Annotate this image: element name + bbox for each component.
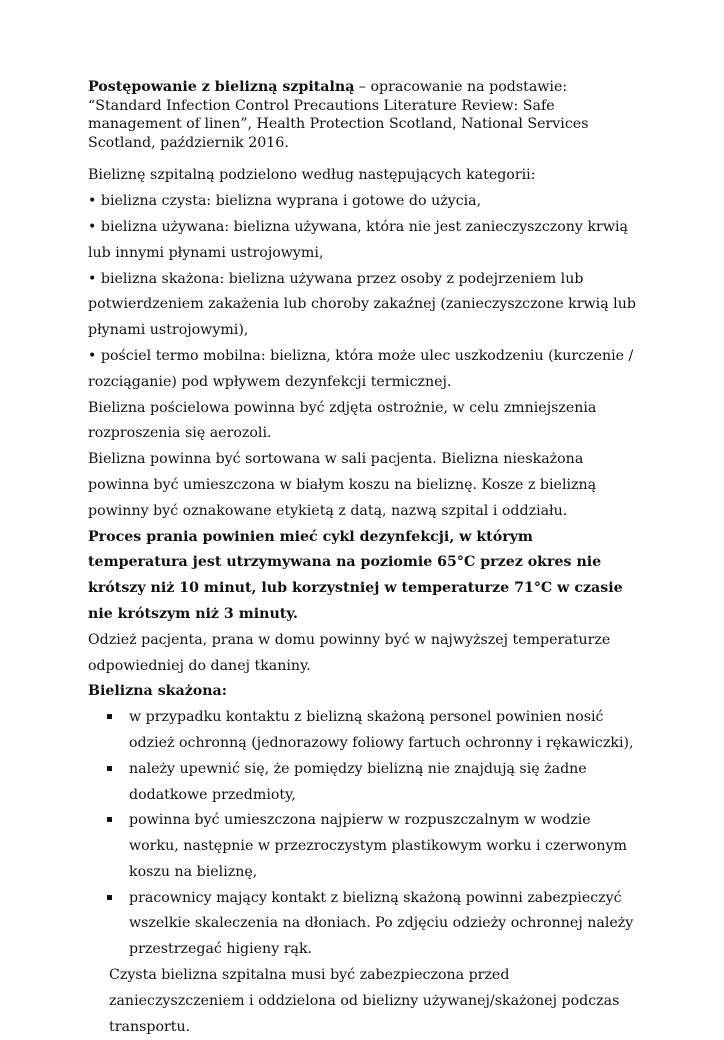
list-item: [88, 705, 636, 757]
contaminated-list: [88, 705, 636, 963]
category-item: • pościel termo mobilna: bielizna, która może ulec uszkodzeniu (kurczenie / rozciąganie) pod wpływem dezynfekcji termicznej.: [88, 347, 634, 390]
contaminated-heading: Bielizna skażona:: [88, 683, 227, 700]
list-item-text: należy upewnić się, że pomiędzy bielizną nie znajdują się żadne dodatkowe przedmioty,: [129, 760, 587, 803]
bullet-square-icon: [107, 714, 112, 719]
list-item: [88, 808, 636, 885]
category-item: • bielizna używana: bielizna używana, która nie jest zanieczyszczony krwią lub innymi płynami ustrojowymi,: [88, 218, 628, 261]
bullet-square-icon: [107, 817, 112, 822]
list-item-text: powinna być umieszczona najpierw w rozpuszczalnym w wodzie worku, następnie w przezroczystym plastikowym worku i czerwonym koszu na bieliznę,: [129, 812, 627, 880]
document-title: Postępowanie z bielizną szpitalną: [88, 79, 355, 95]
list-item-text: pracownicy mający kontakt z bielizną skażoną powinni zabezpieczyć wszelkie skaleczenia na dłoniach. Po zdjęciu odzieży ochronnej należy przestrzegać higieny rąk.: [129, 889, 634, 958]
bullet-square-icon: [107, 895, 112, 900]
paragraph-removal: Bielizna pościelowa powinna być zdjęta ostrożnie, w celu zmniejszenia rozproszenia się aerozoli.: [88, 399, 597, 442]
paragraph-sorting: Bielizna powinna być sortowana w sali pacjenta. Bielizna nieskażona powinna być umieszczona w białym koszu na bieliznę. Kosze z bielizną powinny być oznakowane etykietą z datą, nazwą szpital i oddziału.: [88, 451, 597, 519]
paragraph-disinfection: Proces prania powinien mieć cykl dezynfekcji, w którym temperatura jest utrzymywana na poziomie 65°C przez okres nie krótszy niż 10 minut, lub korzystniej w temperaturze 71°C w czasie nie krótszym niż 3 minuty.: [88, 528, 623, 622]
list-item: [88, 757, 636, 809]
bullet-square-icon: [107, 766, 112, 771]
document-source: – opracowanie na podstawie: “Standard Infection Control Precautions Literature Review: Safe management of linen”, Health Protection Scotland, National Services Scotland, październik 2016.: [88, 79, 589, 151]
paragraph-patient-clothing: Odzież pacjenta, prana w domu powinny być w najwyższej temperaturze odpowiedniej do danej tkaniny.: [88, 631, 611, 674]
list-item: [88, 886, 636, 963]
category-item: • bielizna skażona: bielizna używana przez osoby z podejrzeniem lub potwierdzeniem zakażenia lub choroby zakaźnej (zanieczyszczone krwią lub płynami ustrojowymi),: [88, 270, 636, 339]
document-header: [88, 78, 636, 152]
list-item-text: w przypadku kontaktu z bielizną skażoną personel powinien nosić odzież ochronną (jednorazowy foliowy fartuch ochronny i rękawiczki),: [129, 709, 634, 751]
intro-text: Bieliznę szpitalną podzielono według następujących kategorii:: [88, 167, 536, 184]
closing-paragraph: Czysta bielizna szpitalna musi być zabezpieczona przed zanieczyszczeniem i oddzielona od bielizny używanej/skażonej podczas transportu.: [109, 967, 620, 1035]
category-item: • bielizna czysta: bielizna wyprana i gotowe do użycia,: [88, 193, 482, 210]
